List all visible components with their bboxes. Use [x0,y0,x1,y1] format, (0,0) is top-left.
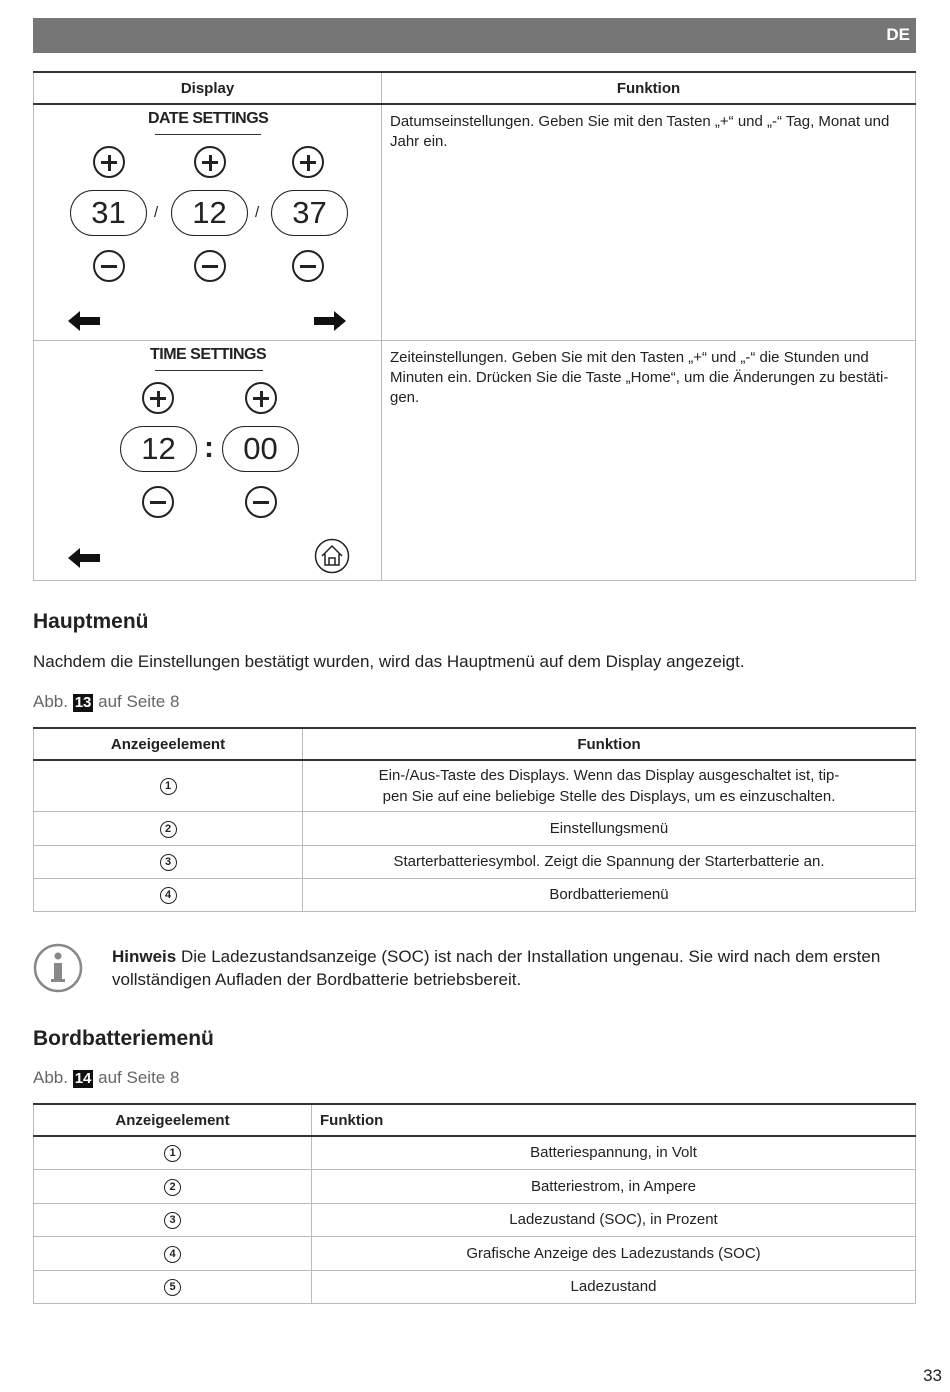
minute-value[interactable]: 00 [222,426,299,472]
day-value[interactable]: 31 [70,190,147,236]
hour-value[interactable]: 12 [120,426,197,472]
date-settings-title: DATE SETTINGS [148,110,269,127]
figure-reference: Abb. 14 auf Seite 8 [33,1068,180,1087]
header-bar [33,18,916,53]
time-separator: : [204,430,214,464]
home-icon[interactable] [314,538,350,574]
time-settings-function: Zeiteinstellungen. Geben Sie mit den Tasten „+“ und „-“ die Stunden und Minuten ein. Drücken Sie die Taste „Home“, um die Änderungen zu bestäti-gen. [382,340,916,580]
col-funktion: Funktion [382,72,916,104]
hauptmenu-intro: Nachdem die Einstellungen bestätigt wurden, wird das Hauptmenü auf dem Display angezeigt. [33,652,745,671]
display-table [33,71,916,581]
hour-minus-button[interactable] [142,486,174,518]
col-display: Display [34,72,382,104]
arrow-right-icon[interactable] [314,310,348,332]
arrow-left-icon[interactable] [68,310,102,332]
language-label: DE [886,25,910,44]
table-row-number: 1 [34,760,303,811]
figure-reference: Abb. 13 auf Seite 8 [33,692,180,711]
heading-hauptmenu: Hauptmenü [33,610,149,633]
month-minus-button[interactable] [194,250,226,282]
table-row-function: Ein-/Aus-Taste des Displays. Wenn das Display ausgeschaltet ist, tip- pen Sie auf eine beliebige Stelle des Displays, um es einzuschalten. [303,760,916,811]
date-settings-function: Datumseinstellungen. Geben Sie mit den Tasten „+“ und „-“ Tag, Monat und Jahr ein. [382,104,916,340]
year-minus-button[interactable] [292,250,324,282]
month-value[interactable]: 12 [171,190,248,236]
year-value[interactable]: 37 [271,190,348,236]
date-settings-display [34,104,382,340]
page-number: 33 [923,1366,942,1385]
year-plus-button[interactable] [292,146,324,178]
date-separator: / [154,204,159,221]
day-plus-button[interactable] [93,146,125,178]
minute-plus-button[interactable] [245,382,277,414]
note-label: Hinweis [112,947,177,966]
figure-number: 13 [74,694,92,711]
date-separator: / [255,204,260,221]
minute-minus-button[interactable] [245,486,277,518]
hauptmenu-table: Anzeigeelement Funktion 1 Ein-/Aus-Taste des Displays. Wenn das Display ausgeschaltet ist, tip- pen Sie auf eine beliebige Stelle des Displays, um es einzuschalten. 2 Einstellungsmenü 3 Starterbatteriesymbol. Zeigt die Spannung der Starterbatterie an. 4 Bordbatteriemenü [33,727,916,912]
time-settings-title: TIME SETTINGS [150,345,267,363]
note-text: Hinweis Die Ladezustandsanzeige (SOC) ist nach der Installation ungenau. Sie wird nach dem ersten vollständigen Aufladen der Bordbatterie betriebsbereit. [112,947,881,989]
arrow-left-icon[interactable] [68,547,102,569]
info-icon [33,943,83,993]
hour-plus-button[interactable] [142,382,174,414]
heading-bordbatteriemenu: Bordbatteriemenü [33,1027,214,1050]
figure-number: 14 [74,1070,92,1087]
time-settings-display [34,340,382,580]
bordmenu-table: Anzeigeelement Funktion 1 Batteriespannung, in Volt 2 Batteriestrom, in Ampere 3 Ladezustand (SOC), in Prozent 4 Grafische Anzeige des Ladezustands (SOC) 5 Ladezustand [33,1103,916,1304]
month-plus-button[interactable] [194,146,226,178]
day-minus-button[interactable] [93,250,125,282]
